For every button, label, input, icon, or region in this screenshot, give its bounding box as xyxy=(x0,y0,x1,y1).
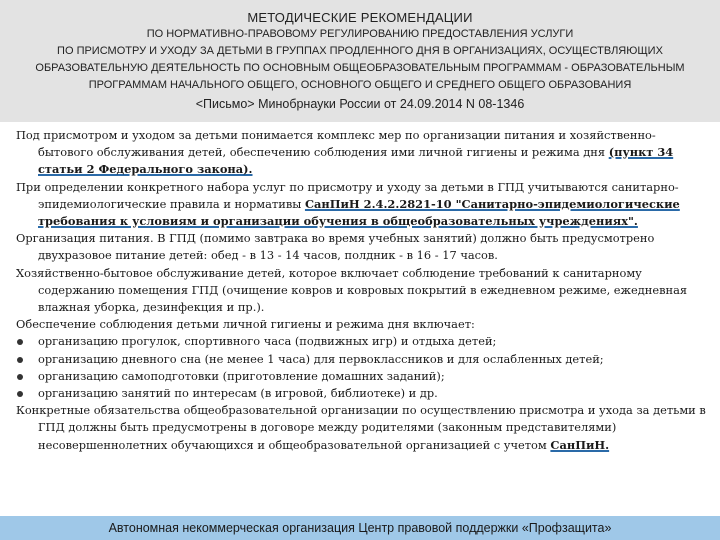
document-header xyxy=(0,0,720,122)
bullet-icon xyxy=(17,391,23,397)
list-item xyxy=(16,385,708,402)
list-item xyxy=(16,368,708,385)
list-item xyxy=(16,351,708,368)
letter-reference: <Письмо> Минобрнауки России от 24.09.2014 N 08-1346 xyxy=(195,97,525,111)
paragraph-text: Конкретные обязательства общеобразовательной организации по осуществлению присмотра и ухода за детьми в ГПД должны быть предусмотрены в договоре между родителями (законным представителями) несовершеннолетних обучающихся и общеобразовательной организацией с учетом xyxy=(16,403,706,452)
document-body xyxy=(16,127,708,454)
paragraph-obligations xyxy=(16,402,708,454)
bullet-icon xyxy=(17,374,23,380)
subtitle-line: ПРОГРАММАМ НАЧАЛЬНОГО ОБЩЕГО, ОСНОВНОГО ОБЩЕГО И СРЕДНЕГО ОБЩЕГО ОБРАЗОВАНИЯ xyxy=(88,79,632,91)
paragraph-hygiene: Обеспечение соблюдения детьми личной гигиены и режима дня включает: xyxy=(16,317,475,332)
law-reference-link[interactable]: (пункт 34 статьи 2 Федерального закона). xyxy=(38,145,674,177)
subtitle-line: ПО НОРМАТИВНО-ПРАВОВОМУ РЕГУЛИРОВАНИЮ ПРЕДОСТАВЛЕНИЯ УСЛУГИ xyxy=(146,28,574,40)
paragraph-meals: Организация питания. В ГПД (помимо завтрака во время учебных занятий) должно быть предусмотрено двухразовое питание детей: обед - в 13 - 14 часов, полдник - в 16 - 17 часов. xyxy=(16,231,655,263)
bullet-icon xyxy=(17,339,23,345)
document-subtitle xyxy=(0,26,720,94)
list-item-text: организацию самоподготовки (приготовление домашних заданий); xyxy=(38,368,445,383)
hygiene-list xyxy=(16,333,708,402)
paragraph-text: При определении конкретного набора услуг по присмотру и уходу за детьми в ГПД учитываются санитарно-эпидемиологические правила и нормативы xyxy=(16,179,679,211)
footer-text: Автономная некоммерческая организация Центр правовой поддержки «Профзащита» xyxy=(108,521,612,535)
list-item xyxy=(16,333,708,350)
sanpin-short-link[interactable]: СанПиН. xyxy=(550,437,610,452)
subtitle-line: ОБРАЗОВАТЕЛЬНУЮ ДЕЯТЕЛЬНОСТЬ ПО ОСНОВНЫМ ОБЩЕОБРАЗОВАТЕЛЬНЫМ ПРОГРАММАМ - ОБРАЗОВАТЕЛЬНЫМ xyxy=(35,62,685,74)
paragraph-supervision-definition xyxy=(16,127,708,179)
sanpin-reference-link[interactable]: СанПиН 2.4.2.2821-10 "Санитарно-эпидемиологические требования к условиям и организации обучения в общеобразовательных учреждениях". xyxy=(38,196,680,229)
paragraph-sanpin-rules xyxy=(16,179,708,231)
list-item-text: организацию занятий по интересам (в игровой, библиотеке) и др. xyxy=(38,386,438,401)
list-item-text: организацию дневного сна (не менее 1 часа) для первоклассников и для ослабленных детей; xyxy=(38,351,604,366)
bullet-icon xyxy=(17,357,23,363)
footer-bar xyxy=(0,516,720,540)
subtitle-line: ПО ПРИСМОТРУ И УХОДУ ЗА ДЕТЬМИ В ГРУППАХ ПРОДЛЕННОГО ДНЯ В ОРГАНИЗАЦИЯХ, ОСУЩЕСТВЛЯЮЩИХ xyxy=(57,45,663,57)
document-title: МЕТОДИЧЕСКИЕ РЕКОМЕНДАЦИИ xyxy=(247,10,473,25)
paragraph-household-service: Хозяйственно-бытовое обслуживание детей, которое включает соблюдение требований к санитарному содержанию помещения ГПД (очищение ковров и ковровых покрытий в ежедневном режиме, ежедневная влажная уборка, дезинфекция и пр.). xyxy=(16,265,688,315)
list-item-text: организацию прогулок, спортивного часа (подвижных игр) и отдыха детей; xyxy=(38,334,497,349)
paragraph-text: Под присмотром и уходом за детьми понимается комплекс мер по организации питания и хозяйственно-бытового обслуживания детей, обеспечению соблюдения ими личной гигиены и режима дня xyxy=(16,128,656,160)
